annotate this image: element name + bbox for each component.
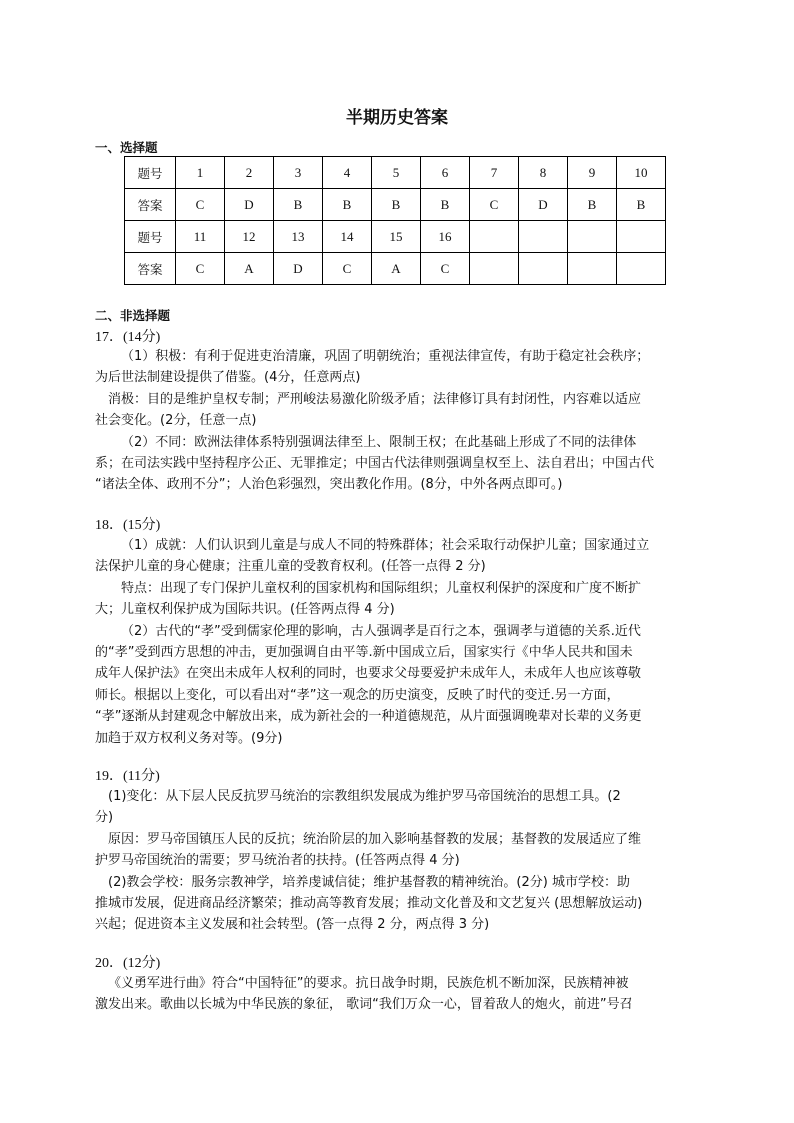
table-row — [125, 253, 666, 285]
answer-line: 为后世法制建设提供了借鉴。(4分，任意两点) — [95, 370, 361, 386]
question-20-head: 20．(12分) — [95, 956, 161, 971]
answer-line: 推城市发展，促进商品经济繁荣；推动高等教育发展；推动文化普及和文艺复兴 (思想解放运动) — [95, 895, 643, 911]
answer-line: 加趋于双方权利义务对等。(9分) — [95, 730, 283, 746]
table-cell: 9 — [568, 157, 617, 189]
table-cell: 6 — [421, 157, 470, 189]
table-cell — [568, 221, 617, 253]
section-heading-nonchoice: 二、非选择题 — [95, 308, 171, 323]
answer-line: 师长。根据以上变化，可以看出对“孝”这一观念的历史演变，反映了时代的变迁.另一方面， — [95, 687, 620, 703]
table-cell: A — [225, 253, 274, 285]
question-18-head: 18．(15分) — [95, 518, 161, 533]
table-cell: 1 — [176, 157, 225, 189]
question-17-answer — [95, 346, 700, 496]
table-row-header: 题号 — [125, 221, 176, 253]
table-row — [125, 157, 666, 189]
answer-line: 的“孝”受到西方思想的冲击，更加强调自由平等.新中国成立后，国家实行《中华人民共和国未 — [95, 644, 633, 660]
table-cell: D — [274, 253, 323, 285]
answer-line: 兴起；促进资本主义发展和社会转型。(答一点得 2 分，两点得 3 分) — [95, 917, 490, 933]
table-cell: 5 — [372, 157, 421, 189]
answer-line: 特点：出现了专门保护儿童权利的国家机构和国际组织；儿童权利保护的深度和广度不断扩 — [121, 580, 642, 596]
table-cell — [568, 253, 617, 285]
answer-line: （2）不同：欧洲法律体系特别强调法律至上、限制王权；在此基础上形成了不同的法律体 — [121, 434, 637, 450]
page-title: 半期历史答案 — [346, 108, 448, 128]
table-cell: C — [176, 253, 225, 285]
table-cell: D — [519, 189, 568, 221]
answer-line: （1）积极：有利于促进吏治清廉，巩固了明朝统治；重视法律宣传，有助于稳定社会秩序； — [121, 349, 650, 364]
table-cell: C — [176, 189, 225, 221]
answer-line: 大；儿童权利保护成为国际共识。(任答两点得 4 分) — [95, 602, 395, 618]
table-cell: 16 — [421, 221, 470, 253]
question-19-head: 19．(11分) — [95, 769, 160, 784]
table-cell: D — [225, 189, 274, 221]
answer-line: 护罗马帝国统治的需要；罗马统治者的扶持。(任答两点得 4 分) — [95, 853, 460, 869]
table-row-header: 答案 — [125, 253, 176, 285]
answer-line: (2)教会学校：服务宗教神学，培养虔诚信徒；维护基督教的精神统治。(2分) 城市学校：助 — [108, 874, 630, 890]
table-cell: 10 — [617, 157, 666, 189]
answer-line: 原因：罗马帝国镇压人民的反抗；统治阶层的加入影响基督教的发展；基督教的发展适应了维 — [108, 831, 642, 847]
table-cell — [617, 221, 666, 253]
table-cell: 2 — [225, 157, 274, 189]
table-cell: 13 — [274, 221, 323, 253]
table-row-header: 答案 — [125, 189, 176, 221]
table-cell: 8 — [519, 157, 568, 189]
table-cell: 12 — [225, 221, 274, 253]
table-row — [125, 189, 666, 221]
answer-line: “孝”逐渐从封建观念中解放出来，成为新社会的一种道德规范，从片面强调晚辈对长辈的义务更 — [95, 709, 642, 725]
table-row — [125, 221, 666, 253]
table-cell: C — [323, 253, 372, 285]
table-cell — [519, 253, 568, 285]
question-18-answer — [95, 535, 700, 749]
table-cell — [470, 221, 519, 253]
table-cell: 11 — [176, 221, 225, 253]
table-cell — [617, 253, 666, 285]
table-cell: B — [568, 189, 617, 221]
table-cell — [519, 221, 568, 253]
answer-table — [124, 156, 666, 285]
table-cell: B — [274, 189, 323, 221]
table-cell: 7 — [470, 157, 519, 189]
answer-line: （1）成就：人们认识到儿童是与成人不同的特殊群体；社会采取行动保护儿童；国家通过立 — [121, 538, 650, 553]
table-cell: 4 — [323, 157, 372, 189]
table-cell: A — [372, 253, 421, 285]
answer-line: 《义勇军进行曲》符合“中国特征”的要求。抗日战争时期，民族危机不断加深，民族精神被 — [108, 976, 629, 991]
answer-line: （2）古代的“孝”受到儒家伦理的影响，古人强调孝是百行之本，强调孝与道德的关系.近代 — [121, 623, 641, 639]
answer-line: (1)变化：从下层人民反抗罗马统治的宗教组织发展成为维护罗马帝国统治的思想工具。(2 — [108, 789, 621, 804]
table-cell: B — [372, 189, 421, 221]
answer-line: “诸法全体、政刑不分”；人治色彩强烈，突出教化作用。(8分，中外各两点即可。) — [95, 477, 563, 493]
table-cell: 14 — [323, 221, 372, 253]
table-cell: B — [323, 189, 372, 221]
table-cell: C — [470, 189, 519, 221]
question-20-answer — [95, 973, 700, 1016]
question-19-answer — [95, 786, 700, 936]
answer-line: 消极：目的是维护皇权专制；严刑峻法易激化阶级矛盾；法律修订具有封闭性，内容难以适应 — [108, 391, 642, 407]
section-heading-choice: 一、选择题 — [95, 140, 158, 155]
table-cell: 3 — [274, 157, 323, 189]
table-cell: 15 — [372, 221, 421, 253]
table-cell: B — [421, 189, 470, 221]
answer-line: 法保护儿童的身心健康；注重儿童的受教育权利。(任答一点得 2 分) — [95, 559, 486, 575]
answer-line: 系；在司法实践中坚持程序公正、无罪推定；中国古代法律则强调皇权至上、法自君出；中国古代 — [95, 455, 655, 471]
table-row-header: 题号 — [125, 157, 176, 189]
answer-line: 激发出来。歌曲以长城为中华民族的象征， 歌词“我们万众一心，冒着敌人的炮火，前进”号召 — [95, 997, 633, 1013]
answer-line: 社会变化。(2分，任意一点) — [95, 413, 257, 429]
question-17-head: 17．(14分) — [95, 330, 161, 345]
table-cell: B — [617, 189, 666, 221]
answer-line: 成年人保护法》在突出未成年人权利的同时，也要求父母要爱护未成年人，未成年人也应该尊敬 — [95, 666, 642, 682]
answer-line: 分) — [95, 810, 114, 826]
table-cell — [470, 253, 519, 285]
table-cell: C — [421, 253, 470, 285]
